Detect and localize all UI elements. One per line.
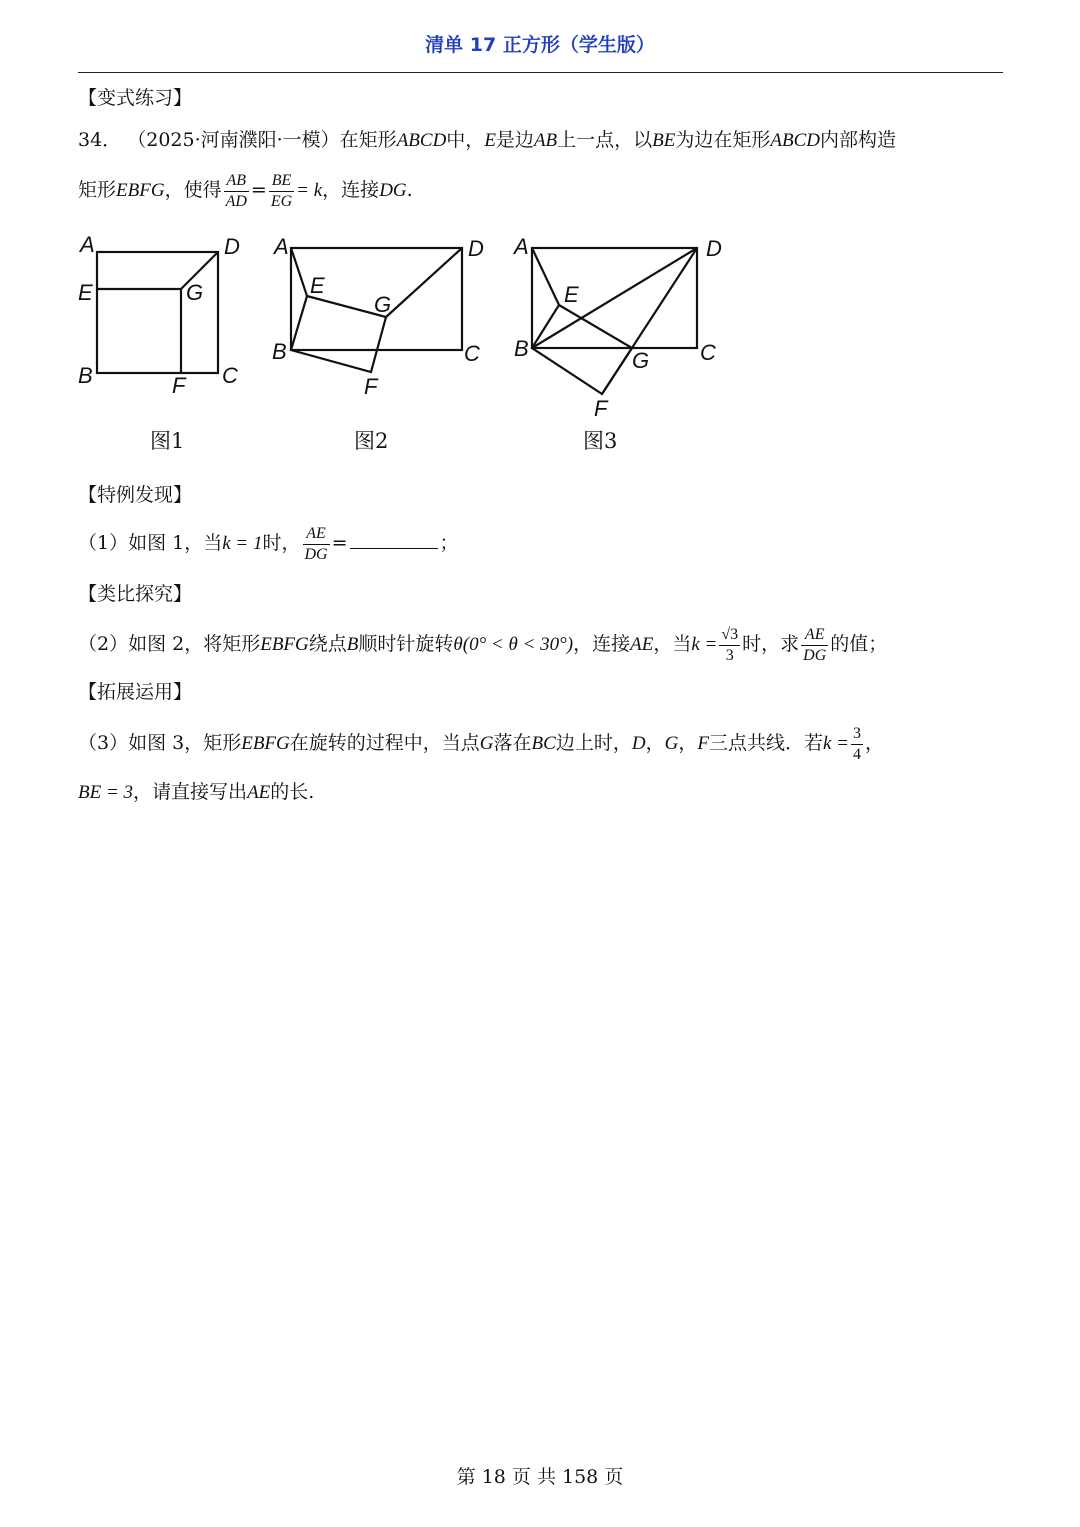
- fig2-label-a: A: [274, 234, 289, 259]
- fraction-ae-dg: [303, 524, 330, 565]
- fig1-label-f: F: [172, 373, 186, 398]
- fig3-segment-dgf: [602, 248, 697, 394]
- section-extension-heading: 【拓展运用】: [78, 681, 193, 703]
- question-3-line-1: [78, 720, 884, 767]
- frac-den: DG: [803, 646, 827, 664]
- fraction-sqrt3-over-3: [719, 625, 740, 666]
- q2-text: 的值；: [830, 633, 888, 655]
- figure-3-caption: 图3: [583, 429, 618, 453]
- fig2-segment-ae: [291, 248, 307, 296]
- page-title: 清单 17 正方形（学生版）: [425, 34, 655, 56]
- math-theta-range: θ(0° < θ < 30°): [453, 634, 574, 655]
- fig1-label-g: G: [186, 280, 204, 305]
- fig1-rect-ebfg: [97, 289, 181, 373]
- page-footer: 第 18 页 共 158 页: [456, 1466, 624, 1488]
- header-divider: [78, 72, 1003, 73]
- math-k-eq-1: k = 1: [222, 533, 263, 554]
- fig2-label-b: B: [272, 339, 287, 364]
- fig1-label-d: D: [224, 234, 240, 259]
- fig2-label-e: E: [310, 273, 325, 298]
- math-ae: AE: [247, 782, 271, 803]
- math-be-eq-3: BE = 3: [78, 782, 134, 803]
- math-b: B: [346, 634, 359, 655]
- math-ebfg: EBFG: [260, 634, 309, 655]
- q2-text: ，连接: [573, 633, 631, 655]
- fig2-label-f: F: [364, 374, 378, 399]
- q3-text: （3）如图 3，矩形: [78, 732, 242, 754]
- fig3-label-a: A: [514, 234, 529, 259]
- sqrt-radicand: 3: [730, 625, 739, 643]
- q3-text: 三点共线．若: [708, 732, 823, 754]
- math-k-eq: k =: [691, 634, 718, 655]
- q3-text: 落在: [493, 732, 532, 754]
- equals-sign: =: [250, 179, 267, 201]
- frac-num: BE: [269, 171, 294, 192]
- fraction-be-eg: [269, 171, 294, 212]
- section-practice-heading: 【变式练习】: [78, 87, 193, 109]
- fig1-label-a: A: [80, 232, 95, 257]
- problem-number: 34．: [78, 129, 122, 151]
- q3-text: 在旋转的过程中，当点: [289, 732, 480, 754]
- math-ebfg: EBFG: [116, 180, 165, 201]
- fig1-label-c: C: [222, 363, 238, 388]
- q2-text: 绕点: [308, 633, 347, 655]
- math-eq-k: = k: [296, 180, 323, 201]
- q2-text: ，当: [653, 633, 692, 655]
- math-d: D: [631, 733, 646, 754]
- problem-text: 为边在矩形: [675, 129, 771, 151]
- q3-text: ，: [645, 732, 665, 754]
- problem-text: 上一点，以: [557, 129, 653, 151]
- q2-text: （2）如图 2，将矩形: [78, 633, 261, 655]
- q3-text: ，请直接写出: [133, 781, 248, 803]
- fig3-label-g: G: [632, 348, 650, 373]
- fig3-label-c: C: [700, 340, 716, 365]
- frac-den: EG: [270, 192, 293, 210]
- problem-text: 中，: [446, 129, 485, 151]
- problem-line-2: [78, 168, 413, 213]
- fraction-ae-dg: [801, 625, 828, 666]
- answer-blank[interactable]: [350, 530, 438, 549]
- problem-text: 矩形: [78, 179, 117, 201]
- fig3-segment-ae: [532, 248, 559, 305]
- frac-num: 3: [851, 724, 863, 745]
- figure-2-caption: 图2: [354, 429, 389, 453]
- fig1-label-e: E: [78, 280, 93, 305]
- problem-text: 是边: [495, 129, 534, 151]
- frac-num: AB: [224, 171, 249, 192]
- math-f: F: [697, 733, 709, 754]
- fig2-label-d: D: [468, 236, 484, 261]
- q3-text: 边上时，: [555, 732, 632, 754]
- equals-sign: =: [331, 532, 348, 554]
- q3-text: 的长.: [270, 781, 315, 803]
- fraction-3-over-4: [851, 724, 863, 765]
- math-g: G: [664, 733, 679, 754]
- math-ab: AB: [533, 130, 558, 151]
- frac-den: 3: [725, 646, 734, 664]
- fig2-rect-ebfg: [291, 296, 386, 372]
- fig2-label-c: C: [464, 341, 480, 366]
- fig1-label-b: B: [78, 363, 93, 388]
- q1-text: ；: [439, 532, 459, 554]
- fig3-label-b: B: [514, 336, 529, 361]
- q1-text: 时，: [262, 532, 301, 554]
- frac-num: √3: [719, 625, 740, 646]
- figure-1-caption: 图1: [150, 429, 185, 453]
- frac-den: AD: [225, 192, 247, 210]
- math-be: BE: [652, 130, 676, 151]
- math-g: G: [479, 733, 494, 754]
- math-dg: DG: [379, 180, 407, 201]
- question-3-line-2: [78, 780, 314, 805]
- question-2: [78, 620, 887, 669]
- problem-text: ，使得: [164, 179, 222, 201]
- problem-text: 内部构造: [820, 129, 897, 151]
- fraction-ab-ad: [224, 171, 249, 212]
- section-analogy-heading: 【类比探究】: [78, 583, 193, 605]
- fig3-label-e: E: [564, 282, 579, 307]
- question-1: [78, 521, 459, 566]
- math-bc: BC: [531, 733, 556, 754]
- math-abcd: ABCD: [770, 130, 821, 151]
- q3-text: ，: [678, 732, 698, 754]
- problem-text: ，连接: [322, 179, 380, 201]
- fig3-label-d: D: [706, 236, 722, 261]
- section-special-heading: 【特例发现】: [78, 484, 193, 506]
- fig2-label-g: G: [374, 292, 392, 317]
- frac-den: DG: [304, 545, 328, 563]
- figures-panel: [70, 228, 750, 468]
- fig3-label-f: F: [594, 396, 608, 421]
- frac-den: 4: [852, 745, 861, 763]
- math-ebfg: EBFG: [241, 733, 290, 754]
- frac-num: AE: [303, 524, 330, 545]
- math-ae: AE: [630, 634, 654, 655]
- math-abcd: ABCD: [396, 130, 447, 151]
- math-e: E: [484, 130, 496, 151]
- q1-text: （1）如图 1，当: [78, 532, 223, 554]
- figure-1: [97, 252, 218, 373]
- q2-text: 顺时针旋转: [358, 633, 454, 655]
- problem-text: 在矩形: [339, 129, 397, 151]
- fig2-segment-dg: [386, 248, 462, 317]
- period: .: [406, 179, 413, 201]
- math-k-eq: k =: [822, 733, 849, 754]
- problem-source: （2025·河南濮阳·一模）: [127, 129, 340, 151]
- problem-line-1: [78, 128, 896, 153]
- q2-text: 时，求: [742, 633, 800, 655]
- frac-num: AE: [801, 625, 828, 646]
- q3-text: ，: [864, 732, 884, 754]
- figure-3: [532, 248, 697, 394]
